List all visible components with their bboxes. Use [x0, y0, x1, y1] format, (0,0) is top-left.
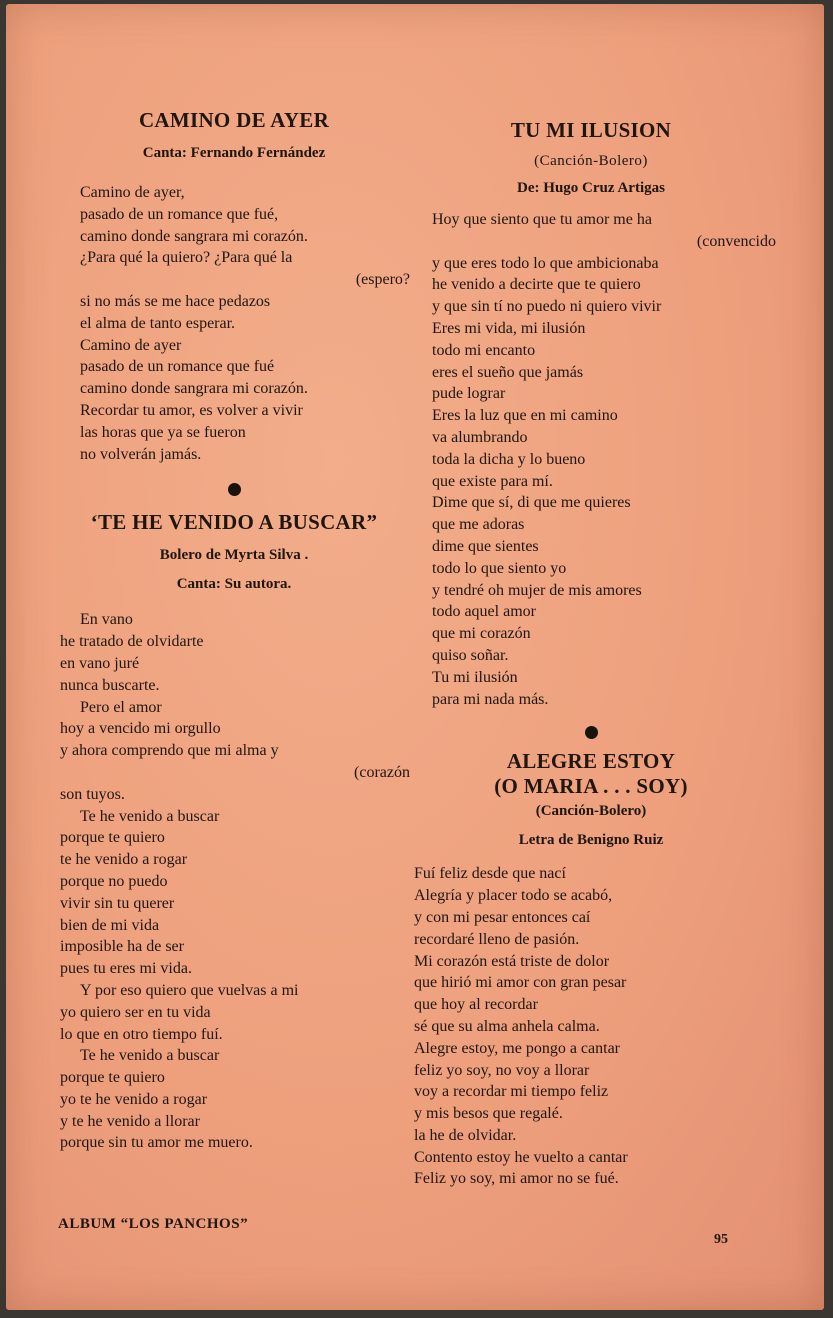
lyric-line: y con mi pesar entonces caí	[414, 908, 591, 926]
lyric-line: y que eres todo lo que ambicionaba	[432, 254, 659, 272]
song-singer: Canta: Fernando Fernández	[142, 145, 326, 161]
lyric-line: Eres la luz que en mi camino	[432, 407, 618, 425]
lyric-line: te he venido a rogar	[60, 851, 188, 869]
lyric-line: y mis besos que regalé.	[414, 1105, 563, 1123]
lyric-line: porque te quiero	[60, 1069, 165, 1087]
lyric-line: pasado de un romance que fué,	[80, 205, 279, 223]
lyric-line: pasado de un romance que fué	[80, 358, 275, 376]
lyric-line: yo quiero ser en tu vida	[60, 1003, 211, 1021]
song-title: ALEGRE ESTOY	[506, 749, 676, 774]
lyric-line: y ahora comprendo que mi alma y	[60, 742, 279, 760]
lyric-line: que mi corazón	[432, 625, 531, 643]
lyric-line: todo aquel amor	[432, 603, 536, 621]
lyric-line: Alegre estoy, me pongo a cantar	[414, 1039, 620, 1057]
lyric-line: Hoy que siento que tu amor me ha	[432, 211, 652, 228]
lyric-line: nunca buscarte.	[60, 676, 160, 694]
lyric-line: Eres mi vida, mi ilusión	[432, 319, 586, 337]
lyric-line: Fuí feliz desde que nací	[414, 865, 566, 883]
lyric-line: pude lograr	[432, 385, 506, 403]
lyric-line: la he de olvidar.	[414, 1126, 517, 1144]
lyric-line: dime que sientes	[432, 537, 539, 555]
lyric-line: hoy a vencido mi orgullo	[60, 720, 221, 738]
lyric-line: Dime que sí, di que me quieres	[432, 494, 631, 512]
lyric-line: para mi nada más.	[432, 690, 549, 708]
lyric-line: imposible ha de ser	[60, 938, 184, 956]
song-title: ‘TE HE VENIDO A BUSCAR”	[90, 510, 378, 535]
lyric-line: feliz yo soy, no voy a llorar	[414, 1061, 590, 1079]
lyric-line: voy a recordar mi tiempo feliz	[414, 1083, 609, 1101]
lyric-line: porque sin tu amor me muero.	[60, 1134, 253, 1152]
separator-dot	[228, 483, 241, 496]
lyric-line: y te he venido a llorar	[60, 1112, 200, 1130]
magazine-page	[6, 4, 824, 1310]
song-lyrics	[414, 863, 780, 1190]
lyric-line: si no más se me hace pedazos	[80, 292, 271, 310]
song-lyrics	[60, 609, 414, 1154]
lyric-line: Te he venido a buscar	[80, 807, 220, 825]
lyric-line: y tendré oh mujer de mis amores	[432, 581, 642, 599]
lyric-line: lo que en otro tiempo fuí.	[60, 1025, 223, 1043]
lyric-line: Y por eso quiero que vuelvas a mi	[80, 981, 299, 999]
lyric-line: todo mi encanto	[432, 341, 536, 359]
song-title: TU MI ILUSION	[510, 118, 672, 142]
lyric-line: recordaré lleno de pasión.	[414, 930, 580, 948]
lyric-line: Alegría y placer todo se acabó,	[414, 887, 613, 905]
lyric-line: Te he venido a buscar	[80, 1047, 220, 1065]
lyric-line: Camino de ayer,	[80, 184, 185, 201]
song-singer: Canta: Su autora.	[176, 576, 292, 593]
song-author: De: Hugo Cruz Artigas	[517, 180, 665, 196]
lyric-line: Contento estoy he vuelto a cantar	[414, 1148, 628, 1166]
separator-dot	[585, 726, 598, 739]
lyric-line: que hirió mi amor con gran pesar	[414, 974, 627, 992]
lyric-line: que hoy al recordar	[414, 996, 538, 1014]
lyric-line: camino donde sangrara mi corazón.	[80, 380, 308, 398]
lyric-line: no volverán jamás.	[80, 445, 202, 463]
lyric-line: toda la dicha y lo bueno	[432, 450, 586, 468]
lyric-line: camino donde sangrara mi corazón.	[80, 227, 308, 245]
lyric-line: ¿Para qué la quiero? ¿Para qué la	[80, 249, 293, 267]
lyric-line: va alumbrando	[432, 428, 528, 446]
lyric-line: en vano juré	[60, 654, 140, 672]
lyric-line: Feliz yo soy, mi amor no se fué.	[414, 1170, 619, 1188]
lyric-line: que me adoras	[432, 516, 525, 534]
song-author: Letra de Benigno Ruiz	[518, 832, 664, 849]
lyric-line: he tratado de olvidarte	[60, 633, 204, 651]
song-lyrics	[432, 209, 780, 710]
lyric-line: porque te quiero	[60, 829, 165, 847]
song-genre: (Canción-Bolero)	[534, 153, 648, 169]
lyric-line: el alma de tanto esperar.	[80, 314, 236, 332]
lyric-line: yo te he venido a rogar	[60, 1090, 208, 1108]
lyric-line: pues tu eres mi vida.	[60, 960, 192, 978]
lyric-line: (convencido	[696, 232, 776, 250]
lyric-line: (corazón	[354, 763, 410, 781]
lyric-line: Tu mi ilusión	[432, 668, 518, 686]
song-title: CAMINO DE AYER	[138, 108, 330, 132]
page-number: 95	[714, 1232, 728, 1247]
lyric-line: (espero?	[355, 271, 410, 289]
lyric-line: En vano	[80, 611, 133, 629]
album-footer: ALBUM “LOS PANCHOS”	[58, 1216, 249, 1232]
lyric-line: y que sin tí no puedo ni quiero vivir	[432, 298, 662, 316]
lyric-line: Pero el amor	[80, 698, 162, 716]
lyric-line: Mi corazón está triste de dolor	[414, 952, 610, 970]
lyric-line: Recordar tu amor, es volver a vivir	[80, 401, 303, 419]
lyric-line: las horas que ya se fueron	[80, 423, 246, 441]
lyric-line: quiso soñar.	[432, 646, 509, 664]
lyric-line: he venido a decirte que te quiero	[432, 276, 641, 294]
lyric-line: sé que su alma anhela calma.	[414, 1017, 600, 1035]
lyric-line: bien de mi vida	[60, 916, 160, 934]
lyric-line: vivir sin tu querer	[60, 894, 175, 912]
lyric-line: son tuyos.	[60, 785, 125, 803]
song-title-line2: (O MARIA . . . SOY)	[494, 774, 688, 799]
song-lyrics	[80, 182, 414, 465]
right-column	[402, 118, 780, 1190]
song-genre: (Canción-Bolero)	[535, 803, 647, 820]
lyric-line: Camino de ayer	[80, 336, 182, 354]
lyric-line: porque no puedo	[60, 872, 168, 890]
lyric-line: que existe para mí.	[432, 472, 553, 490]
lyric-line: eres el sueño que jamás	[432, 363, 584, 381]
lyric-line: todo lo que siento yo	[432, 559, 567, 577]
song-composer: Bolero de Myrta Silva .	[159, 547, 309, 564]
left-column	[54, 108, 414, 1154]
